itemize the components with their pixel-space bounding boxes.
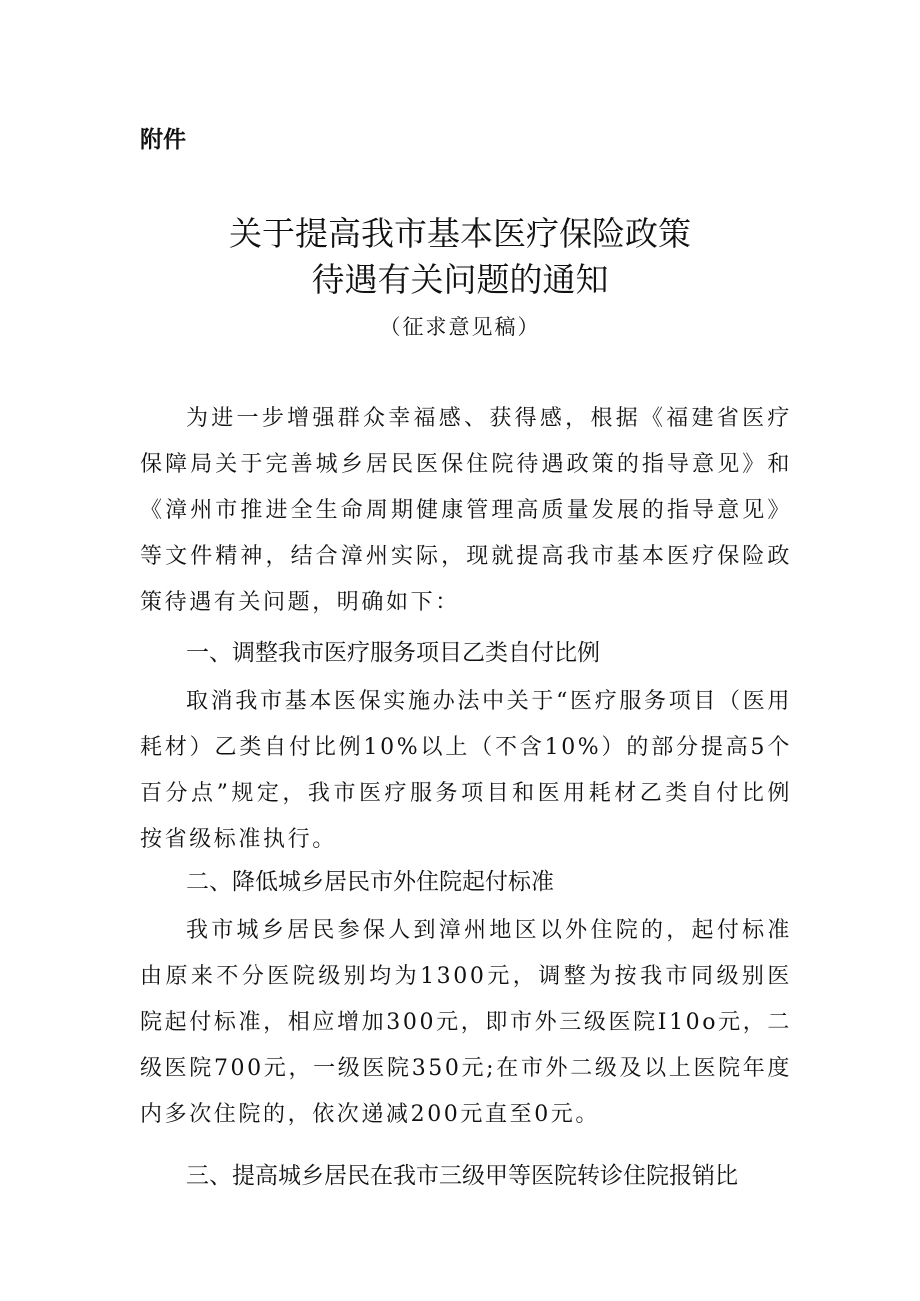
document-subtitle: （征求意见稿） [379,315,541,339]
section-3-heading: 三、提高城乡居民在我市三级甲等医院转诊住院报销比 [186,1163,738,1189]
section-2-heading: 二、降低城乡居民市外住院起付标准 [186,869,554,895]
attachment-label: 附件 [140,127,186,153]
document-title-line-2: 待遇有关问题的通知 [311,260,609,299]
document-title-line-1: 关于提高我市基本医疗保险政策 [229,214,691,253]
intro-paragraph: 为进一步增强群众幸福感、获得感，根据《福建省医疗保障局关于完善城乡居民医保住院待遇政策的指导意见》和《漳州市推进全生命周期健康管理高质量发展的指导意见》等文件精神，结合漳州实际，现就提高我市基本医疗保险政策待遇有关问题，明确如下： [140,406,792,615]
section-1-paragraph: 取消我市基本医保实施办法中关于“医疗服务项目（医用耗材）乙类自付比例10%以上（不含10%）的部分提高5个百分点”规定，我市医疗服务项目和医用耗材乙类自付比例按省级标准执行。 [140,689,792,852]
section-2-paragraph: 我市城乡居民参保人到漳州地区以外住院的，起付标准由原来不分医院级别均为1300元，调整为按我市同级别医院起付标准，相应增加300元，即市外三级医院I10o元，二级医院700元，一级医院350元;在市外二级及以上医院年度内多次住院的，依次递减200元直至0元。 [140,918,792,1127]
section-1-heading: 一、调整我市医疗服务项目乙类自付比例 [186,640,600,666]
